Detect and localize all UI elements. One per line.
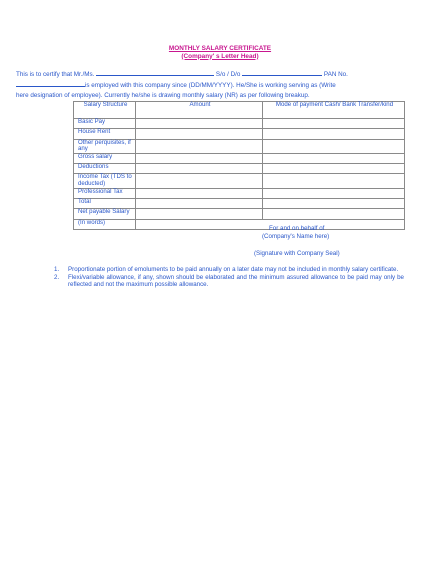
employment-text: is employed with this company since (DD/MM/YYYY). He/She is working serving as (Write	[85, 82, 336, 89]
amount-cell[interactable]	[136, 174, 263, 189]
mode-cell[interactable]	[263, 129, 405, 139]
mode-cell[interactable]	[263, 153, 405, 163]
certify-line-3	[16, 92, 310, 99]
table-row	[74, 209, 405, 219]
amount-cell[interactable]	[136, 139, 263, 153]
employee-name-blank[interactable]	[96, 70, 214, 76]
table-row	[74, 163, 405, 173]
mode-cell[interactable]	[263, 188, 405, 198]
parent-name-blank[interactable]	[242, 70, 322, 76]
amount-cell[interactable]	[136, 198, 263, 208]
salary-table	[73, 101, 405, 230]
letter-head-subtitle: (Company' s Letter Head)	[181, 52, 259, 60]
amount-cell[interactable]	[136, 119, 263, 129]
mode-cell[interactable]	[263, 174, 405, 189]
company-name-placeholder: (Company's Name here)	[262, 233, 330, 240]
table-row	[74, 188, 405, 198]
row-label-income-tax: Income Tax (TDS to deducted)	[74, 174, 136, 189]
table-row	[74, 129, 405, 139]
mode-cell[interactable]	[263, 163, 405, 173]
row-label-professional-tax: Professional Tax	[74, 188, 136, 198]
table-row	[74, 174, 405, 189]
row-label-gross-salary: Gross salary	[74, 153, 136, 163]
amount-cell[interactable]	[136, 188, 263, 198]
note-text: Proportionate portion of emoluments to be paid annually on a later date may not be included in monthly salary certificate.	[68, 266, 399, 273]
on-behalf-line: For and on behalf of	[269, 225, 325, 232]
row-label-other-perquisites: Other perquisites, if any	[74, 139, 136, 153]
pan-label: PAN No.	[323, 71, 348, 78]
amount-cell[interactable]	[136, 209, 263, 219]
row-label-in-words: (In words)	[74, 219, 136, 229]
table-row	[74, 153, 405, 163]
list-item	[54, 274, 404, 289]
table-row	[74, 219, 405, 229]
header-salary-structure: Salary Structure	[74, 102, 136, 119]
certify-line-2	[16, 81, 336, 89]
certificate-title: MONTHLY SALARY CERTIFICATE	[168, 45, 272, 52]
certify-line-1	[16, 70, 348, 78]
mode-cell[interactable]	[263, 119, 405, 129]
table-row	[74, 139, 405, 153]
row-label-basic-pay: Basic Pay	[74, 119, 136, 129]
pan-number-blank[interactable]	[16, 81, 85, 87]
mode-cell[interactable]	[263, 139, 405, 153]
note-number: 2.	[54, 273, 60, 281]
amount-cell[interactable]	[136, 163, 263, 173]
note-number: 1.	[54, 266, 60, 273]
certify-text: This is to certify that Mr./Ms.	[16, 71, 95, 78]
table-row	[74, 198, 405, 208]
row-label-deductions: Deductions	[74, 163, 136, 173]
header-amount: Amount	[136, 102, 263, 119]
row-label-total: Total	[74, 198, 136, 208]
amount-cell[interactable]	[136, 153, 263, 163]
note-text: Flexi/variable allowance, if any, shown should be elaborated and the minimum assured allowance to be paid may only be reflected and not the maximum possible allowance.	[68, 273, 404, 288]
table-row	[74, 119, 405, 129]
list-item	[54, 266, 404, 273]
mode-cell[interactable]	[263, 209, 405, 219]
table-header-row	[74, 102, 405, 119]
signature-placeholder: (Signature with Company Seal)	[254, 250, 340, 257]
row-label-house-rent: House Rent	[74, 129, 136, 139]
designation-text: here designation of employee). Currently he/she is drawing monthly salary (NR) as per following breakup.	[16, 92, 310, 99]
row-label-net-payable: Net payable Salary	[74, 209, 136, 219]
notes-list	[54, 266, 404, 289]
header-mode-of-payment: Mode of payment Cash/ Bank Transfer/kind	[263, 102, 405, 119]
relation-text: S/o / D/o	[215, 71, 241, 78]
amount-cell[interactable]	[136, 129, 263, 139]
mode-cell[interactable]	[263, 198, 405, 208]
